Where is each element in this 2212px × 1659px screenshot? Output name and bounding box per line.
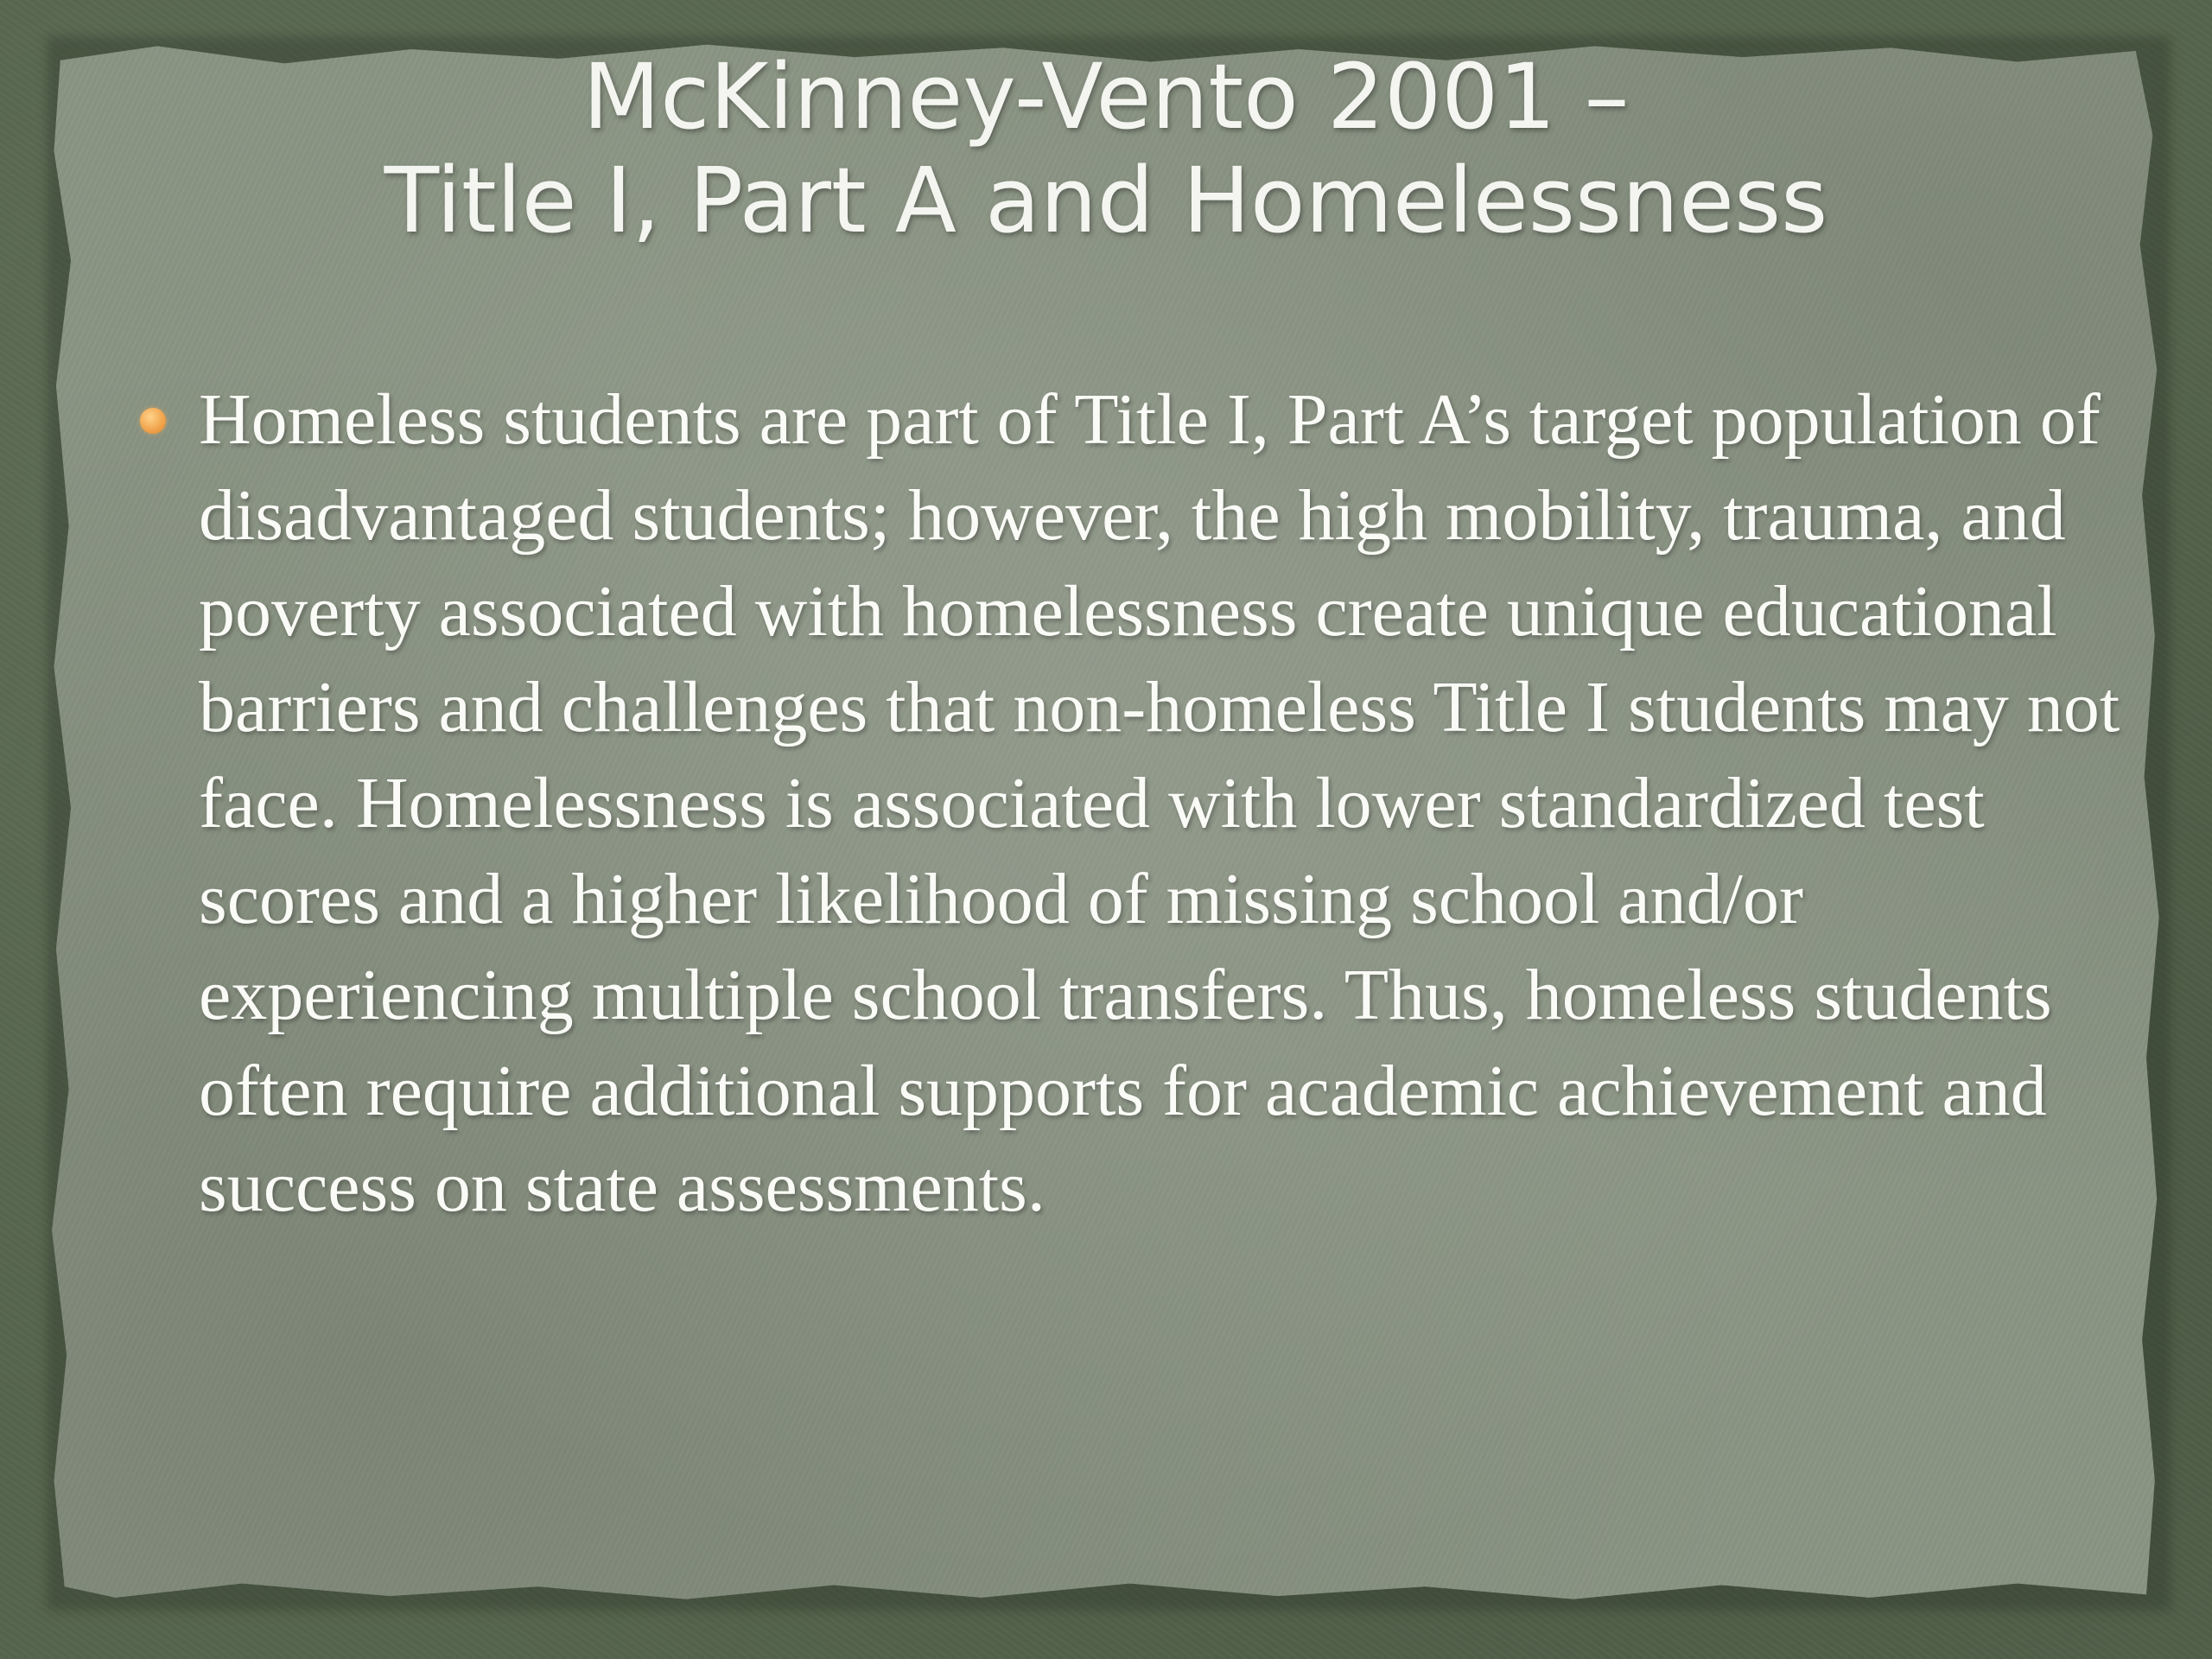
bullet-dot-icon [140, 408, 166, 434]
bullet-item [138, 372, 2126, 1235]
slide-title [0, 45, 2212, 252]
bullet-text: Homeless students are part of Title I, Part A’s target population of disadvantaged students; however, the high mobility, trauma, and poverty associated with homelessness create unique educational barriers and challenges that non-homeless Title I students may not face. Homelessness is associated with lower standardized test scores and a higher likelihood of missing school and/or experiencing multiple school transfers. Thus, homeless students often require additional supports for academic achievement and success on state assessments. [199, 379, 2120, 1227]
slide-title-line-2: Title I, Part A and Homelessness [384, 148, 1828, 253]
bullet-list [138, 372, 2126, 1235]
slide-title-line-1: McKinney-Vento 2001 – [582, 44, 1630, 149]
